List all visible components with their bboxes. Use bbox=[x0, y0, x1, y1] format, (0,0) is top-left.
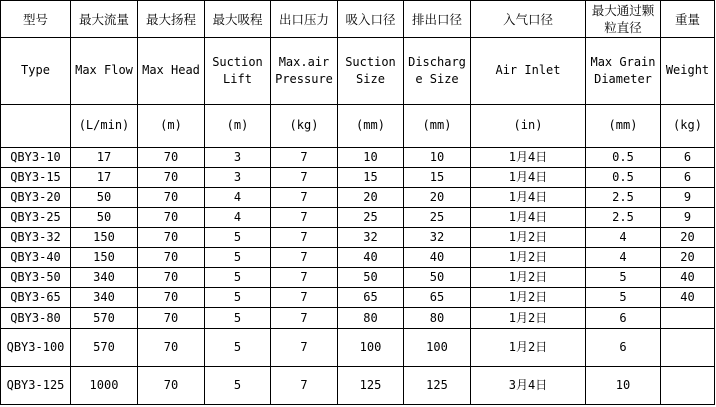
cell-weight bbox=[661, 308, 715, 328]
cell-max-flow: 50 bbox=[71, 187, 138, 207]
cell-weight: 20 bbox=[661, 248, 715, 268]
cell-weight: 9 bbox=[661, 207, 715, 227]
unit-max-flow: (L/min) bbox=[71, 104, 138, 147]
cell-air-inlet: 1月2日 bbox=[471, 308, 586, 328]
header-en-type: Type bbox=[1, 38, 71, 104]
cell-max-head: 70 bbox=[138, 248, 205, 268]
unit-type bbox=[1, 104, 71, 147]
unit-discharge-size: (mm) bbox=[404, 104, 471, 147]
cell-grain-diameter: 0.5 bbox=[586, 167, 661, 187]
cell-max-head: 70 bbox=[138, 187, 205, 207]
cell-max-flow: 340 bbox=[71, 268, 138, 288]
cell-air-inlet: 1月4日 bbox=[471, 187, 586, 207]
cell-grain-diameter: 2.5 bbox=[586, 187, 661, 207]
cell-weight: 40 bbox=[661, 268, 715, 288]
cell-model: QBY3-25 bbox=[1, 207, 71, 227]
cell-max-head: 70 bbox=[138, 366, 205, 404]
cell-discharge-size: 100 bbox=[404, 328, 471, 366]
cell-discharge-size: 20 bbox=[404, 187, 471, 207]
cell-max-flow: 570 bbox=[71, 308, 138, 328]
header-cn-max-head: 最大扬程 bbox=[138, 1, 205, 38]
cell-model: QBY3-15 bbox=[1, 167, 71, 187]
cell-suction-lift: 5 bbox=[205, 268, 271, 288]
table-row bbox=[1, 366, 715, 404]
header-cn-grain-diameter: 最大通过颗粒直径 bbox=[586, 1, 661, 38]
cell-air-pressure: 7 bbox=[271, 248, 338, 268]
cell-suction-lift: 5 bbox=[205, 328, 271, 366]
cell-grain-diameter: 10 bbox=[586, 366, 661, 404]
cell-max-flow: 1000 bbox=[71, 366, 138, 404]
cell-model: QBY3-100 bbox=[1, 328, 71, 366]
header-cn-suction-size: 吸入口径 bbox=[338, 1, 404, 38]
cell-max-head: 70 bbox=[138, 268, 205, 288]
table-row bbox=[1, 328, 715, 366]
header-en-suction-lift: Suction Lift bbox=[205, 38, 271, 104]
cell-air-pressure: 7 bbox=[271, 268, 338, 288]
table-row bbox=[1, 308, 715, 328]
cell-discharge-size: 32 bbox=[404, 228, 471, 248]
header-row-units bbox=[1, 104, 715, 147]
cell-max-flow: 150 bbox=[71, 248, 138, 268]
cell-max-flow: 340 bbox=[71, 288, 138, 308]
cell-air-pressure: 7 bbox=[271, 147, 338, 167]
cell-suction-size: 32 bbox=[338, 228, 404, 248]
cell-discharge-size: 80 bbox=[404, 308, 471, 328]
header-en-air-pressure: Max.air Pressure bbox=[271, 38, 338, 104]
cell-air-inlet: 3月4日 bbox=[471, 366, 586, 404]
cell-suction-size: 80 bbox=[338, 308, 404, 328]
cell-suction-size: 10 bbox=[338, 147, 404, 167]
cell-max-head: 70 bbox=[138, 207, 205, 227]
unit-suction-lift: (m) bbox=[205, 104, 271, 147]
cell-max-flow: 17 bbox=[71, 147, 138, 167]
header-row-chinese bbox=[1, 1, 715, 38]
cell-air-inlet: 1月2日 bbox=[471, 268, 586, 288]
table-row bbox=[1, 268, 715, 288]
cell-max-flow: 50 bbox=[71, 207, 138, 227]
cell-air-inlet: 1月2日 bbox=[471, 288, 586, 308]
cell-model: QBY3-125 bbox=[1, 366, 71, 404]
cell-suction-size: 25 bbox=[338, 207, 404, 227]
unit-max-head: (m) bbox=[138, 104, 205, 147]
cell-grain-diameter: 4 bbox=[586, 248, 661, 268]
header-en-max-head: Max Head bbox=[138, 38, 205, 104]
cell-grain-diameter: 2.5 bbox=[586, 207, 661, 227]
table-row bbox=[1, 288, 715, 308]
cell-max-head: 70 bbox=[138, 308, 205, 328]
cell-suction-lift: 3 bbox=[205, 167, 271, 187]
cell-model: QBY3-10 bbox=[1, 147, 71, 167]
header-en-air-inlet: Air Inlet bbox=[471, 38, 586, 104]
header-cn-air-inlet: 入气口径 bbox=[471, 1, 586, 38]
cell-air-pressure: 7 bbox=[271, 328, 338, 366]
cell-air-pressure: 7 bbox=[271, 366, 338, 404]
table-row bbox=[1, 187, 715, 207]
cell-weight: 9 bbox=[661, 187, 715, 207]
cell-grain-diameter: 6 bbox=[586, 328, 661, 366]
header-en-max-flow: Max Flow bbox=[71, 38, 138, 104]
table-row bbox=[1, 167, 715, 187]
cell-discharge-size: 65 bbox=[404, 288, 471, 308]
cell-model: QBY3-40 bbox=[1, 248, 71, 268]
cell-suction-lift: 5 bbox=[205, 288, 271, 308]
cell-grain-diameter: 4 bbox=[586, 228, 661, 248]
unit-air-inlet: (in) bbox=[471, 104, 586, 147]
cell-suction-lift: 5 bbox=[205, 228, 271, 248]
cell-discharge-size: 25 bbox=[404, 207, 471, 227]
cell-discharge-size: 125 bbox=[404, 366, 471, 404]
cell-suction-size: 15 bbox=[338, 167, 404, 187]
cell-suction-size: 20 bbox=[338, 187, 404, 207]
cell-suction-size: 100 bbox=[338, 328, 404, 366]
cell-max-head: 70 bbox=[138, 288, 205, 308]
cell-air-inlet: 1月4日 bbox=[471, 147, 586, 167]
cell-model: QBY3-20 bbox=[1, 187, 71, 207]
cell-grain-diameter: 5 bbox=[586, 268, 661, 288]
table-row bbox=[1, 147, 715, 167]
header-cn-suction-lift: 最大吸程 bbox=[205, 1, 271, 38]
unit-air-pressure: (kg) bbox=[271, 104, 338, 147]
table-row bbox=[1, 207, 715, 227]
cell-max-flow: 17 bbox=[71, 167, 138, 187]
cell-air-inlet: 1月4日 bbox=[471, 207, 586, 227]
cell-suction-size: 40 bbox=[338, 248, 404, 268]
header-en-suction-size: Suction Size bbox=[338, 38, 404, 104]
header-row-english bbox=[1, 38, 715, 104]
cell-air-inlet: 1月2日 bbox=[471, 228, 586, 248]
header-cn-weight: 重量 bbox=[661, 1, 715, 38]
cell-weight: 6 bbox=[661, 167, 715, 187]
cell-max-head: 70 bbox=[138, 328, 205, 366]
cell-air-inlet: 1月2日 bbox=[471, 328, 586, 366]
cell-max-head: 70 bbox=[138, 147, 205, 167]
cell-air-inlet: 1月4日 bbox=[471, 167, 586, 187]
cell-suction-lift: 4 bbox=[205, 187, 271, 207]
cell-max-head: 70 bbox=[138, 228, 205, 248]
unit-weight: (kg) bbox=[661, 104, 715, 147]
header-cn-max-flow: 最大流量 bbox=[71, 1, 138, 38]
cell-suction-lift: 5 bbox=[205, 248, 271, 268]
cell-suction-lift: 5 bbox=[205, 308, 271, 328]
cell-max-flow: 570 bbox=[71, 328, 138, 366]
cell-suction-lift: 3 bbox=[205, 147, 271, 167]
cell-weight bbox=[661, 328, 715, 366]
cell-air-pressure: 7 bbox=[271, 288, 338, 308]
cell-weight: 6 bbox=[661, 147, 715, 167]
cell-weight: 20 bbox=[661, 228, 715, 248]
cell-air-pressure: 7 bbox=[271, 308, 338, 328]
cell-grain-diameter: 6 bbox=[586, 308, 661, 328]
cell-discharge-size: 40 bbox=[404, 248, 471, 268]
header-en-weight: Weight bbox=[661, 38, 715, 104]
cell-air-pressure: 7 bbox=[271, 228, 338, 248]
cell-model: QBY3-32 bbox=[1, 228, 71, 248]
cell-max-flow: 150 bbox=[71, 228, 138, 248]
cell-air-pressure: 7 bbox=[271, 207, 338, 227]
table-row bbox=[1, 248, 715, 268]
unit-suction-size: (mm) bbox=[338, 104, 404, 147]
header-cn-air-pressure: 出口压力 bbox=[271, 1, 338, 38]
cell-model: QBY3-80 bbox=[1, 308, 71, 328]
cell-suction-size: 65 bbox=[338, 288, 404, 308]
header-en-discharge-size: Discharge Size bbox=[404, 38, 471, 104]
cell-discharge-size: 50 bbox=[404, 268, 471, 288]
cell-air-pressure: 7 bbox=[271, 167, 338, 187]
cell-suction-size: 125 bbox=[338, 366, 404, 404]
cell-grain-diameter: 0.5 bbox=[586, 147, 661, 167]
cell-weight: 40 bbox=[661, 288, 715, 308]
unit-grain-diameter: (mm) bbox=[586, 104, 661, 147]
cell-suction-lift: 5 bbox=[205, 366, 271, 404]
cell-max-head: 70 bbox=[138, 167, 205, 187]
cell-air-inlet: 1月2日 bbox=[471, 248, 586, 268]
cell-suction-lift: 4 bbox=[205, 207, 271, 227]
cell-weight bbox=[661, 366, 715, 404]
header-en-grain-diameter: Max Grain Diameter bbox=[586, 38, 661, 104]
cell-discharge-size: 10 bbox=[404, 147, 471, 167]
cell-grain-diameter: 5 bbox=[586, 288, 661, 308]
cell-model: QBY3-65 bbox=[1, 288, 71, 308]
cell-discharge-size: 15 bbox=[404, 167, 471, 187]
cell-model: QBY3-50 bbox=[1, 268, 71, 288]
cell-air-pressure: 7 bbox=[271, 187, 338, 207]
header-cn-discharge-size: 排出口径 bbox=[404, 1, 471, 38]
cell-suction-size: 50 bbox=[338, 268, 404, 288]
table-row bbox=[1, 228, 715, 248]
header-cn-type: 型号 bbox=[1, 1, 71, 38]
